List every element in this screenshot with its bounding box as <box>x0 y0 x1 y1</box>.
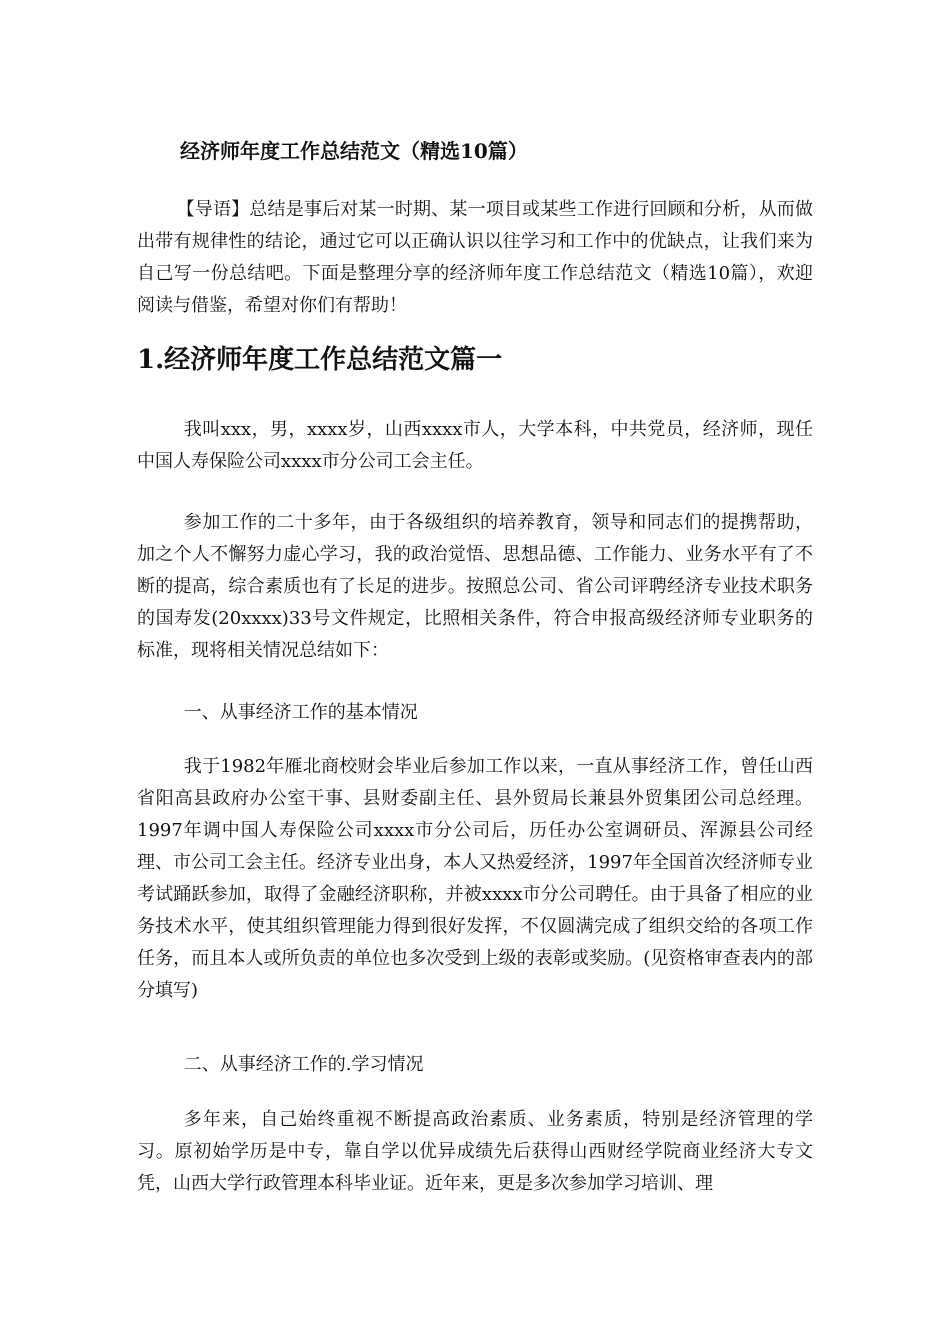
paragraph-work-history: 我于1982年雁北商校财会毕业后参加工作以来，一直从事经济工作，曾任山西省阳高县政府办公室干事、县财委副主任、县外贸局长兼县外贸集团公司总经理。1997年调中国人寿保险公司xxxx市分公司后，历任办公室调研员、浑源县公司经理、市公司工会主任。经济专业出身，本人又热爱经济，1997年全国首次经济师专业考试踊跃参加，取得了金融经济职称，并被xxxx市分公司聘任。由于具备了相应的业务技术水平，使其组织管理能力得到很好发挥，不仅圆满完成了组织交给的各项工作任务，而且本人或所负责的单位也多次受到上级的表彰或奖励。(见资格审查表内的部分填写) <box>137 756 813 1001</box>
subheading-study-situation: 二、从事经济工作的.学习情况 <box>183 1054 424 1075</box>
document-title: 经济师年度工作总结范文（精选10篇） <box>180 139 528 163</box>
paragraph-study-history: 多年来，自己始终重视不断提高政治素质、业务素质，特别是经济管理的学习。原初始学历是中专，靠自学以优异成绩先后获得山西财经学院商业经济大专文凭，山西大学行政管理本科毕业证。近年来，更是多次参加学习培训、理 <box>137 1109 813 1194</box>
section-heading: 1.经济师年度工作总结范文篇一 <box>137 345 503 375</box>
paragraph-career-summary: 参加工作的二十多年，由于各级组织的培养教育，领导和同志们的提携帮助，加之个人不懈努力虚心学习，我的政治觉悟、思想品德、工作能力、业务水平有了不断的提高，综合素质也有了长足的进步。按照总公司、省公司评聘经济专业技术职务的国寿发(20xxxx)33号文件规定，比照相关条件，符合申报高级经济师专业职务的标准，现将相关情况总结如下： <box>137 512 813 661</box>
intro-paragraph: 【导语】总结是事后对某一时期、某一项目或某些工作进行回顾和分析，从而做出带有规律性的结论，通过它可以正确认识以往学习和工作中的优缺点，让我们来为自己写一份总结吧。下面是整理分享的经济师年度工作总结范文（精选10篇），欢迎阅读与借鉴，希望对你们有帮助！ <box>137 199 813 316</box>
paragraph-personal-info: 我叫xxx，男，xxxx岁，山西xxxx市人，大学本科，中共党员，经济师，现任中国人寿保险公司xxxx市分公司工会主任。 <box>137 419 813 472</box>
subheading-basic-situation: 一、从事经济工作的基本情况 <box>183 702 418 723</box>
